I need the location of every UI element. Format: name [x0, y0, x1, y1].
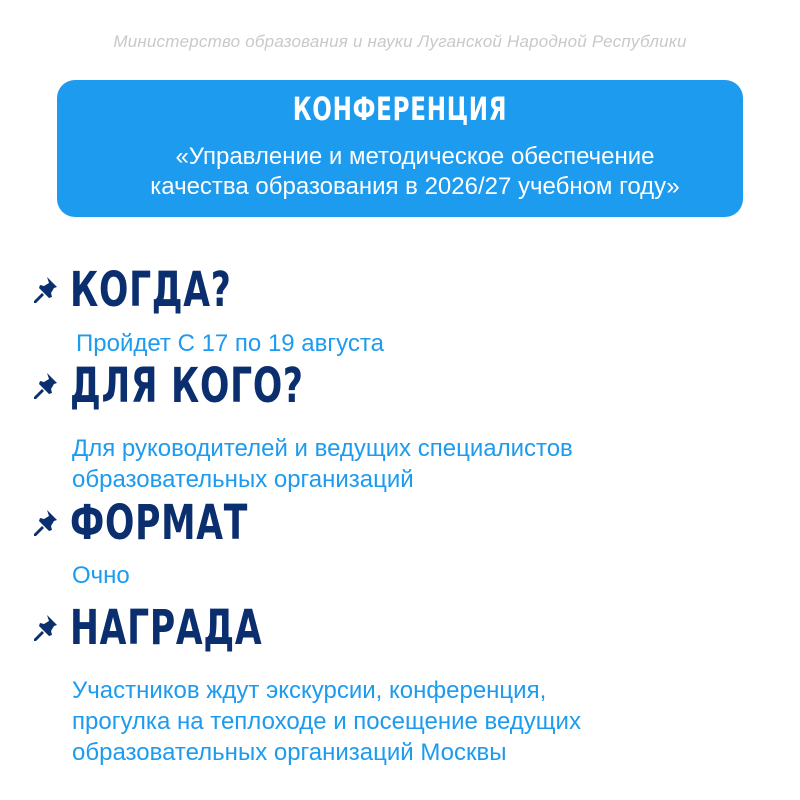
section-award-title: НАГРАДА — [70, 600, 263, 656]
banner-title: КОНФЕРЕНЦИЯ — [292, 90, 508, 128]
section-for-whom-heading — [30, 358, 395, 414]
section-when-heading — [30, 262, 294, 318]
section-when-line-1: Пройдет С 17 по 19 августа — [76, 330, 384, 357]
section-for-whom-line-2: образовательных организаций — [72, 466, 414, 493]
pushpin-icon — [30, 506, 64, 540]
banner-subtitle-line-1: «Управление и методическое обеспечение — [175, 143, 655, 170]
banner-subtitle — [87, 142, 713, 202]
section-format-line-1: Очно — [72, 562, 130, 589]
pushpin-icon — [30, 611, 64, 645]
section-award-line-3: образовательных организаций Москвы — [72, 739, 507, 766]
section-format-heading — [30, 495, 317, 551]
section-when-body — [72, 328, 384, 359]
section-format-body — [72, 560, 130, 591]
section-format-title: ФОРМАТ — [70, 495, 249, 551]
section-for-whom-title: ДЛЯ КОГО? — [70, 358, 304, 414]
section-award-body — [72, 675, 581, 768]
pushpin-icon — [30, 369, 64, 403]
pushpin-icon — [30, 273, 64, 307]
banner-subtitle-line-2: качества образования в 2026/27 учебном году» — [150, 173, 680, 200]
conference-banner — [57, 80, 743, 217]
section-for-whom-line-1: Для руководителей и ведущих специалистов — [72, 435, 573, 462]
section-award-heading — [30, 600, 337, 656]
section-award-line-2: прогулка на теплоходе и посещение ведущих — [72, 708, 581, 735]
ministry-caption: Министерство образования и науки Луганской Народной Республики — [113, 32, 687, 51]
section-for-whom-body — [72, 433, 573, 495]
section-award-line-1: Участников ждут экскурсии, конференция, — [72, 677, 547, 704]
section-when-title: КОГДА? — [70, 262, 232, 318]
